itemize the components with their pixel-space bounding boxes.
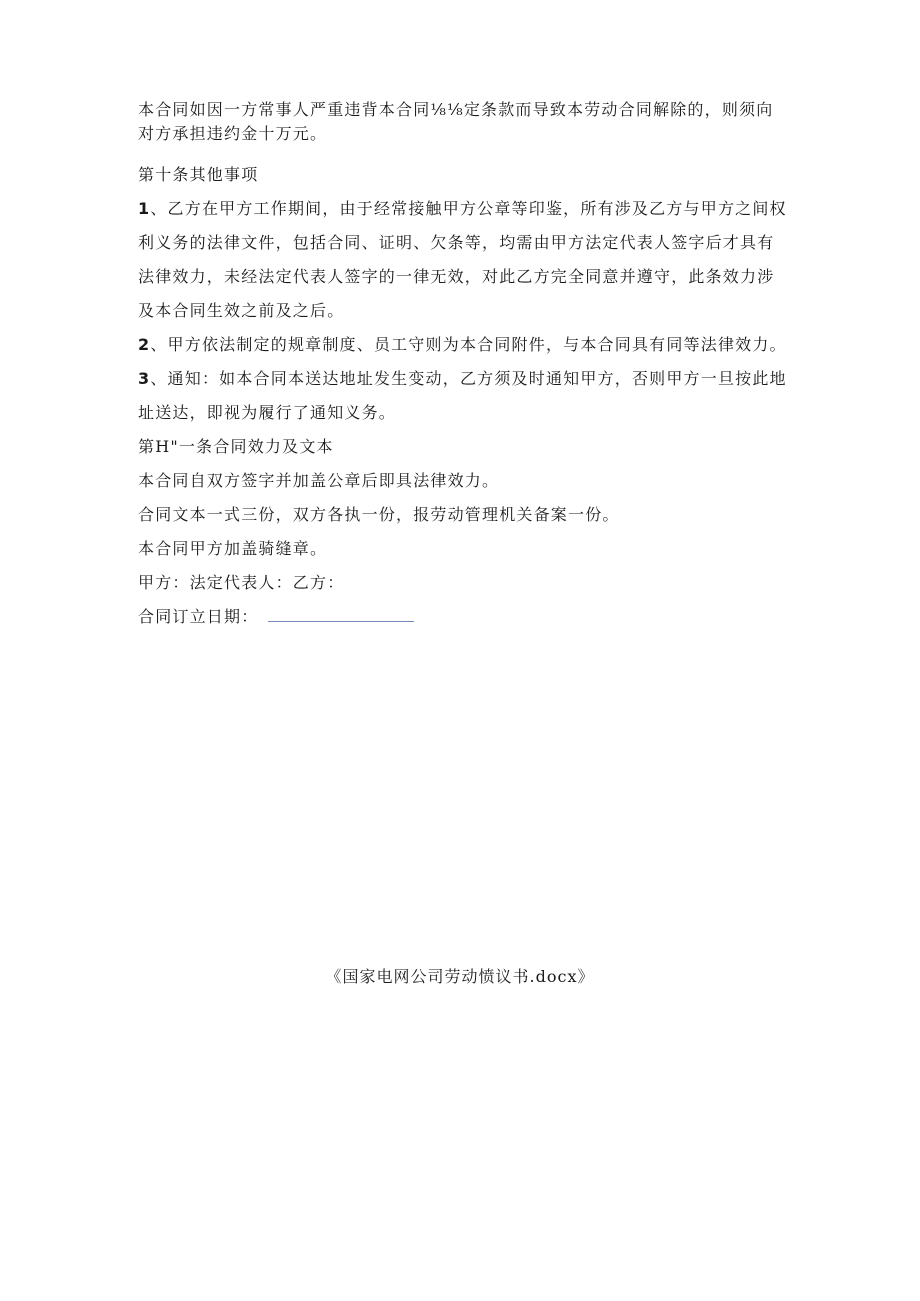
- date-line: [138, 600, 788, 634]
- item-number: 1: [138, 199, 151, 218]
- item-text: 、乙方在甲方工作期间，由于经常接触甲方公章等印鉴，所有涉及乙方与甲方之间权利义务的法律文件，包括合同、证明、欠条等，均需由甲方法定代表人签字后才具有法律效力，未经法定代表人签字的一律无效，对此乙方完全同意并遵守，此条效力涉及本合同生效之前及之后。: [138, 199, 787, 320]
- document-body: [138, 98, 788, 634]
- paragraph-breach-penalty: 本合同如因一方常事人严重违背本合同⅛⅛定条款而导致本劳动合同解除的，则须向对方承担违约金十万元。: [138, 100, 774, 143]
- paragraph-seal: 本合同甲方加盖骑缝章。: [138, 539, 328, 558]
- paragraph-copies: 合同文本一式三份，双方各执一份，报劳动管理机关备案一份。: [138, 505, 620, 524]
- item-number: 2: [138, 335, 151, 354]
- date-blank-field: [268, 607, 414, 622]
- item-text: 、通知：如本合同本送达地址发生变动，乙方须及时通知甲方，否则甲方一旦按此地址送达，即视为履行了通知义务。: [138, 369, 787, 422]
- paragraph-item-1: [138, 192, 788, 328]
- section-heading-ten: 第十条其他事项: [138, 165, 259, 184]
- signature-line: 甲方：法定代表人：乙方：: [138, 573, 345, 592]
- item-number: 3: [138, 369, 151, 388]
- item-text: 、甲方依法制定的规章制度、员工守则为本合同附件，与本合同具有同等法律效力。: [150, 335, 787, 354]
- document-footer-filename: 《国家电网公司劳动愤议书.docx》: [325, 967, 595, 986]
- paragraph-effectiveness: 本合同自双方签字并加盖公章后即具法律效力。: [138, 471, 500, 490]
- paragraph-item-2: [138, 328, 788, 362]
- section-heading-eleven: 第H"一条合同效力及文本: [138, 437, 334, 456]
- date-label: 合同订立日期：: [138, 607, 259, 626]
- paragraph-item-3: [138, 362, 788, 430]
